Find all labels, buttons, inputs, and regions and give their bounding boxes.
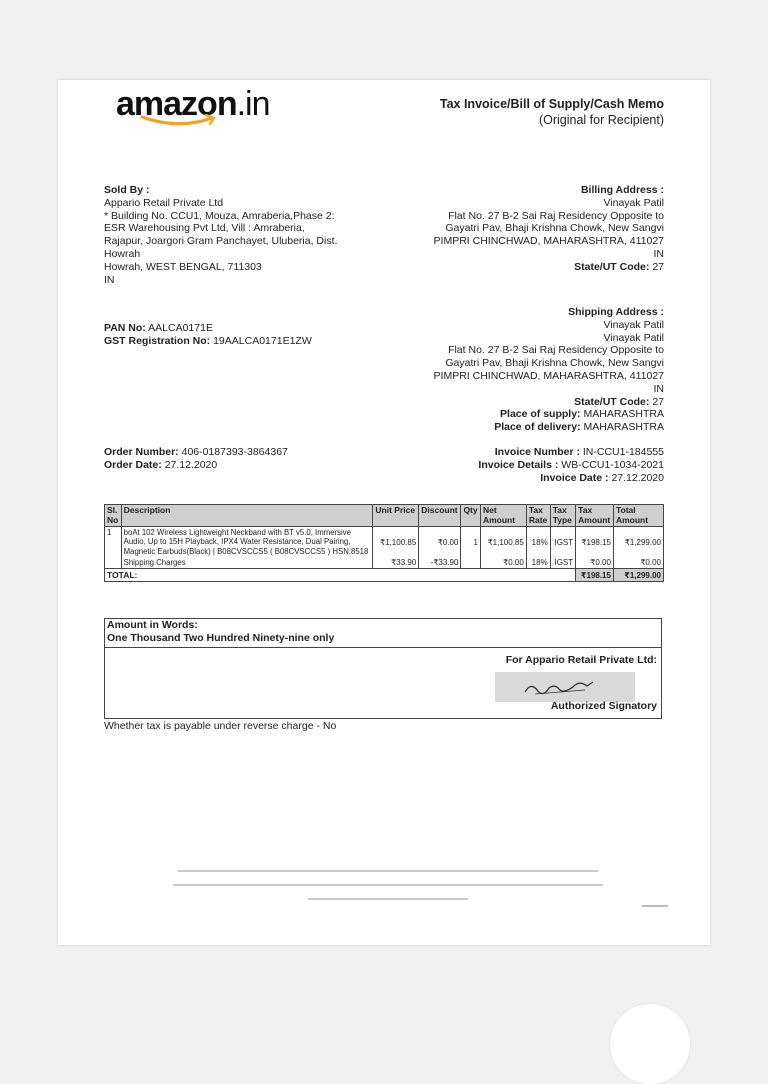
shipping-line: Vinayak Patil bbox=[603, 318, 664, 331]
place-of-supply-label: Place of supply: bbox=[500, 408, 581, 421]
cell-discount: -₹33.90 bbox=[419, 557, 461, 569]
signature-scribble-icon bbox=[495, 672, 635, 702]
billing-label: Billing Address : bbox=[580, 184, 664, 196]
reverse-charge-note: Whether tax is payable under reverse charge - No bbox=[104, 720, 337, 732]
pan-label: PAN No: bbox=[104, 322, 146, 334]
table-total-row bbox=[105, 569, 664, 582]
shipping-state-label: State/UT Code: bbox=[574, 395, 650, 408]
order-date-label: Order Date: bbox=[104, 458, 162, 471]
corner-decoration bbox=[610, 1004, 690, 1084]
order-date-value: 27.12.2020 bbox=[164, 458, 218, 471]
amazon-logo bbox=[116, 84, 270, 124]
seller-address-line: IN bbox=[104, 273, 115, 286]
billing-line: Flat No. 27 B-2 Sai Raj Residency Opposite to bbox=[448, 209, 664, 222]
seller-tax-ids bbox=[104, 322, 404, 348]
place-of-delivery-value: MAHARASHTRA bbox=[583, 421, 664, 434]
footer-fine-print bbox=[168, 870, 608, 912]
cell-sl bbox=[105, 557, 122, 569]
cell-net-amount: ₹1,100.85 bbox=[480, 527, 526, 558]
billing-line: Vinayak Patil bbox=[603, 196, 664, 209]
cell-unit-price: ₹1,100.85 bbox=[373, 527, 419, 558]
invoice-title: Tax Invoice/Bill of Supply/Cash Memo bbox=[439, 97, 664, 111]
table-row bbox=[105, 557, 664, 569]
column-header: Unit Price bbox=[373, 505, 419, 527]
amount-words-label: Amount in Words: bbox=[107, 619, 198, 631]
seller-label: Sold By : bbox=[104, 184, 150, 196]
cell-tax-amount: ₹198.15 bbox=[576, 527, 614, 558]
pan-value: AALCA0171E bbox=[148, 322, 213, 334]
cell-qty: 1 bbox=[461, 527, 481, 558]
shipping-line: Gayatri Pav, Bhaji Krishna Chowk, New Sangvi bbox=[445, 357, 664, 370]
shipping-line: Vinayak Patil bbox=[603, 331, 664, 344]
billing-line: IN bbox=[653, 247, 664, 260]
billing-line: PIMPRI CHINCHWAD, MAHARASHTRA, 411027 bbox=[433, 235, 664, 248]
total-amount: ₹1,299.00 bbox=[613, 569, 663, 582]
invoice-date-label: Invoice Date : bbox=[540, 471, 609, 484]
order-block bbox=[104, 446, 404, 472]
shipping-state-value: 27 bbox=[652, 395, 664, 408]
gst-label: GST Registration No: bbox=[104, 334, 211, 347]
cell-total-amount: ₹1,299.00 bbox=[613, 527, 663, 558]
shipping-line: PIMPRI CHINCHWAD, MAHARASHTRA, 411027 bbox=[433, 369, 664, 382]
items-table bbox=[104, 504, 664, 582]
column-header: Tax Rate bbox=[526, 505, 550, 527]
shipping-address-block bbox=[364, 306, 664, 434]
seller-address-line: Howrah bbox=[104, 247, 141, 260]
cell-sl: 1 bbox=[105, 527, 122, 558]
invoice-subtitle: (Original for Recipient) bbox=[538, 113, 664, 127]
seller-address-line: ESR Warehousing Pvt Ltd, Vill : Amraberia, bbox=[104, 222, 305, 235]
table-header-row bbox=[105, 505, 664, 527]
gst-value: 19AALCA0171E1ZW bbox=[213, 334, 312, 347]
cell-qty bbox=[461, 557, 481, 569]
cell-description: Shipping Charges bbox=[121, 557, 373, 569]
signature-label: Authorized Signatory bbox=[550, 700, 657, 712]
cell-description: boAt 102 Wireless Lightweight Neckband with BT v5.0, Immersive Audio, Up to 15H Playback, IPX4 Water Resistance, Dual Pairing, Magnetic Earbuds(Black) | B08CVSCCS5 ( B08CVSCCS5 ) HSN:8518 bbox=[121, 527, 373, 558]
signature-box bbox=[104, 648, 662, 719]
invoice-date-value: 27.12.2020 bbox=[611, 471, 664, 484]
invoice-title-block bbox=[440, 96, 664, 128]
total-label: TOTAL: bbox=[105, 569, 576, 582]
shipping-line: Flat No. 27 B-2 Sai Raj Residency Opposite to bbox=[448, 344, 664, 357]
page-number-mark bbox=[642, 904, 668, 910]
cell-net-amount: ₹0.00 bbox=[480, 557, 526, 569]
signature-company: For Appario Retail Private Ltd: bbox=[505, 654, 657, 666]
column-header: Total Amount bbox=[613, 505, 663, 527]
invoice-meta-block bbox=[364, 446, 664, 484]
amount-words-value: One Thousand Two Hundred Ninety-nine only bbox=[107, 632, 335, 644]
column-header: Tax Amount bbox=[576, 505, 614, 527]
billing-state-label: State/UT Code: bbox=[574, 260, 650, 273]
seller-name: Appario Retail Private Ltd bbox=[104, 196, 224, 209]
order-number-label: Order Number: bbox=[104, 446, 179, 458]
invoice-page bbox=[58, 80, 710, 945]
column-header: Tax Type bbox=[550, 505, 575, 527]
invoice-details-label: Invoice Details : bbox=[478, 458, 559, 471]
invoice-number-label: Invoice Number : bbox=[494, 446, 580, 458]
signature-image bbox=[495, 672, 635, 702]
table-row bbox=[105, 527, 664, 558]
column-header: Description bbox=[121, 505, 373, 527]
cell-unit-price: ₹33.90 bbox=[373, 557, 419, 569]
column-header: Sl. No bbox=[105, 505, 122, 527]
seller-address-line: Howrah, WEST BENGAL, 711303 bbox=[104, 260, 262, 273]
column-header: Net Amount bbox=[480, 505, 526, 527]
billing-state-value: 27 bbox=[652, 260, 664, 273]
brand-name: amazon bbox=[116, 85, 237, 123]
place-of-supply-value: MAHARASHTRA bbox=[583, 408, 664, 421]
cell-tax-rate: 18% bbox=[526, 557, 550, 569]
cell-tax-type: IGST bbox=[550, 527, 575, 558]
cell-tax-rate: 18% bbox=[526, 527, 550, 558]
cell-total-amount: ₹0.00 bbox=[613, 557, 663, 569]
seller-block bbox=[104, 184, 394, 286]
shipping-line: IN bbox=[653, 382, 664, 395]
seller-address-line: Rajapur, Joargori Gram Panchayet, Uluberia, Dist. bbox=[104, 235, 338, 248]
billing-address-block bbox=[364, 184, 664, 274]
column-header: Qty bbox=[461, 505, 481, 527]
cell-tax-amount: ₹0.00 bbox=[576, 557, 614, 569]
place-of-delivery-label: Place of delivery: bbox=[494, 421, 581, 434]
brand-tld: .in bbox=[236, 85, 270, 123]
amount-in-words-box bbox=[104, 618, 662, 648]
column-header: Discount bbox=[419, 505, 461, 527]
cell-discount: ₹0.00 bbox=[419, 527, 461, 558]
order-number-value: 406-0187393-3864367 bbox=[181, 446, 288, 458]
invoice-number-value: IN-CCU1-184555 bbox=[582, 446, 664, 458]
amazon-smile-icon bbox=[140, 114, 218, 128]
cell-tax-type: IGST bbox=[550, 557, 575, 569]
seller-address-line: * Building No. CCU1, Mouza, Amraberia,Phase 2: bbox=[104, 209, 335, 222]
shipping-label: Shipping Address : bbox=[568, 306, 664, 318]
invoice-details-value: WB-CCU1-1034-2021 bbox=[561, 458, 664, 471]
total-tax-amount: ₹198.15 bbox=[576, 569, 614, 582]
billing-line: Gayatri Pav, Bhaji Krishna Chowk, New Sangvi bbox=[445, 222, 664, 235]
